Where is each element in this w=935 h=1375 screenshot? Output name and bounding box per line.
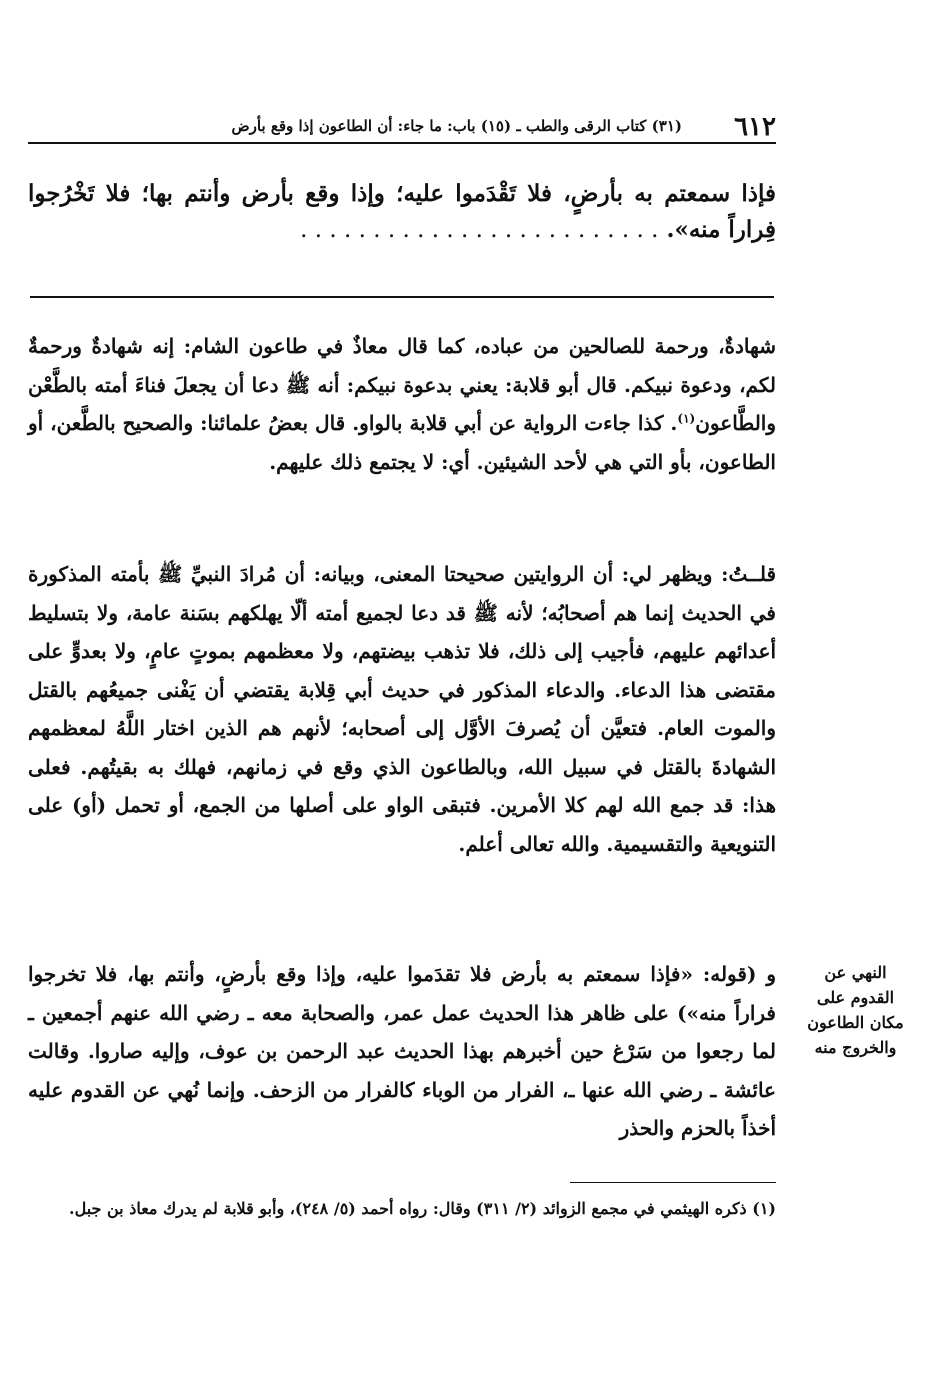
- commentary-paragraph-1: [28, 327, 776, 481]
- running-head: (٣١) كتاب الرقى والطب ـ (١٥) باب: ما جاء: أن الطاعون إذا وقع بأرض: [231, 117, 682, 135]
- commentary-paragraph-2: [28, 555, 776, 863]
- header-rule: [28, 142, 776, 144]
- footnote-ref: (١): [677, 411, 696, 426]
- footnote-rule: [570, 1182, 776, 1183]
- footnote: (١) ذكره الهيثمي في مجمع الزوائد (٢/ ٣١١) وقال: رواه أحمد (٥/ ٢٤٨)، وأبو قلابة لم يدرك معاذ بن جبل.: [69, 1199, 776, 1218]
- para1-before: شهادةٌ، ورحمة للصالحين من عباده، كما قال معاذٌ في طاعون الشام: إنه شهادةٌ ورحمةٌ لكم، ودعوة نبيكم. قال أبو قلابة: يعني بدعوة نبيكم: أنه ﷺ دعا أن يجعلَ فناءَ أمته بالطَّعْن والطَّاعون: [28, 334, 776, 435]
- page-number: ٦١٢: [734, 112, 776, 142]
- hadith-text-body: فإذا سمعتم به بأرضٍ، فلا تَقْدَموا عليه؛ وإذا وقع بأرض وأنتم بها؛ فلا تَخْرُجوا فِراراً منه».: [28, 180, 776, 243]
- section-rule: [30, 296, 774, 298]
- para2-text: ويظهر لي: أن الروايتين صحيحتا المعنى، وبيانه: أن مُرادَ النبيِّ ﷺ بأمته المذكورة في الحديث إنما هم أصحابُه؛ لأنه ﷺ قد دعا لجميع أمته ألّا يهلكهم بسَنة عامة، ولا بتسليط أعدائهم عليهم، فأجيب إلى ذلك، فلا تذهب بيضتهم، ولا معظمهم بموتٍ عامٍ، ولا بعدوٍّ على مقتضى هذا الدعاء. والدعاء المذكور في حديث أبي قِلابة يقتضي أن يَفْنى جميعُهم بالقتل والموت العام. فتعيَّن أن يُصرفَ الأوَّل إلى أصحابه؛ لأنهم هم الذين اختار اللَّهُ لمعظمهم الشهادةَ بالقتل في سبيل الله، وبالطاعون الذي وقع في زمانهم، فهلك به بقيتُهم. فعلى هذا: قد جمع الله لهم كلا الأمرين. فتبقى الواو على أصلها من الجمع، أو تحمل (أو) على التنويعية والتقسيمية. والله تعالى أعلم.: [28, 562, 776, 856]
- qult-lead: قلــتُ:: [721, 562, 776, 586]
- margin-note: [798, 960, 913, 1060]
- margin-note-line: والخروج منه: [814, 1038, 897, 1057]
- para3-text: و (قوله: «فإذا سمعتم به بأرض فلا تقدَموا عليه، وإذا وقع بأرضٍ، وأنتم بها، فلا تخرجوا فراراً منه») على ظاهر هذا الحديث عمل عمر، والصحابة معه ـ رضي الله عنهم أجمعين ـ لما رجعوا من سَرْغ حين أخبرهم بهذا الحديث عبد الرحمن بن عوف، وإليه صاروا. وقالت عائشة ـ رضي الله عنها ـ، الفرار من الوباء كالفرار من الزحف. وإنما نُهي عن القدوم عليه أخذاً بالحزم والحذر: [28, 962, 776, 1140]
- hadith-text: [28, 176, 776, 248]
- margin-note-line: النهي عن: [824, 963, 887, 982]
- hadith-dots: . . . . . . . . . . . . . . . . . . . . . . . . .: [300, 217, 659, 243]
- page-header: [28, 112, 776, 142]
- margin-note-line: مكان الطاعون: [807, 1013, 904, 1032]
- margin-note-line: القدوم على: [816, 988, 895, 1007]
- para1-after: . كذا جاءت الرواية عن أبي قلابة بالواو. قال بعضُ علمائنا: والصحيح بالطَّعن، أو الطاعون، بأو التي هي لأحد الشيئين. أي: لا يجتمع ذلك عليهم.: [28, 411, 776, 474]
- commentary-paragraph-3: [28, 955, 776, 1148]
